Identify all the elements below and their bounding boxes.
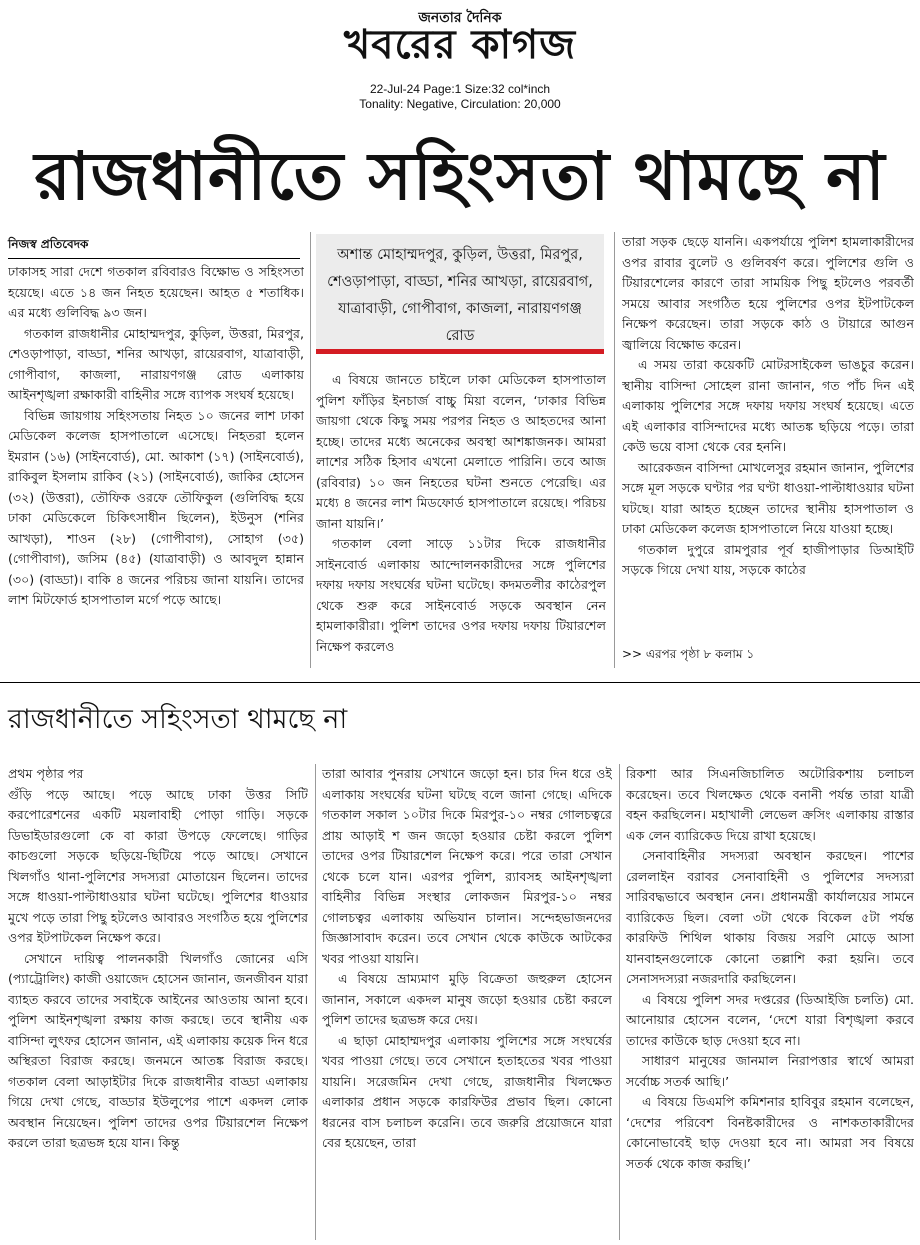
paragraph: রিকশা আর সিএনজিচালিত অটোরিকশায় চলাচল করেছেন। তবে খিলক্ষেত থেকে বনানী পর্যন্ত তারা যাত্রী বহন করছিলেন। মহাখালী লেভেল ক্রসিং এলাকায় রাস্তার এক লেন ব্যারিকেড দিয়ে রাখা হয়েছে। xyxy=(626,766,914,843)
paragraph: এ সময় তারা কয়েকটি মোটরসাইকেল ভাঙচুর করেন। স্থানীয় বাসিন্দা সোহেল রানা জানান, গত পাঁচ দিন এই এলাকায় পুলিশের সঙ্গে দফায় দফায় সংঘর্ষ হয়েছে। এতে এই এলাকার বাসিন্দাদের মধ্যে আতঙ্ক ছড়িয়ে পড়ে। তারা কেউ ভয়ে বাসা থেকে বের হননি। xyxy=(622,357,914,454)
clipping-meta-tonality: Tonality: Negative, Circulation: 20,000 xyxy=(359,97,561,111)
byline: নিজস্ব প্রতিবেদক xyxy=(8,237,89,251)
byline-rule xyxy=(8,258,300,259)
main-headline: রাজধানীতে সহিংসতা থামছে না xyxy=(34,138,886,215)
paragraph: এ বিষয়ে পুলিশ সদর দপ্তরের (ডিআইজি চলতি) মো. আনোয়ার হোসেন বলেন, ‘দেশে যারা বিশৃঙ্খলা করবে তাদের কাউকে ছাড় দেওয়া হবে না। xyxy=(626,991,914,1048)
paragraph: এ বিষয়ে ডিএমপি কমিশনার হাবিবুর রহমান বলেছেন, ‘দেশের পরিবেশ বিনষ্টকারীদের ও নাশকতাকারীদের কোনোভাবেই ছাড় দেওয়া হবে না। আমরা সব বিষয়ে সতর্ক থেকে কাজ করছি।’ xyxy=(626,1094,914,1171)
paragraph: এ ছাড়া মোহাম্মদপুর এলাকায় পুলিশের সঙ্গে সংঘর্ষের খবর পাওয়া গেছে। তবে সেখানে হতাহতের খবর পাওয়া যায়নি। সরেজমিন দেখা গেছে, রাজধানীর খিলক্ষেত এলাকার প্রধান সড়কে কারফিউর প্রভাব ছিল। কোনো ধরনের বাস চলাচল করেনি। তবে জরুরি প্রয়োজনে যারা বের হয়েছেন, তারা xyxy=(322,1032,612,1150)
continuation-column-3 xyxy=(626,764,914,1242)
article-column-3 xyxy=(622,232,914,642)
paragraph: এ বিষয়ে জানতে চাইলে ঢাকা মেডিকেল হাসপাতাল পুলিশ ফাঁড়ির ইনচার্জ বাচ্চু মিয়া বলেন, ‘ঢাকার বিভিন্ন জায়গা থেকে কিছু সময় পরপর নিহত ও আহতদের আনা হচ্ছে। তাদের মধ্যে অনেকের অবস্থা আশঙ্কাজনক। আমরা লাশের সঠিক হিসাব এখনো মেলাতে পারিনি। তবে আজ (রবিবার) ১০ জন নিহতের ঘটনা শুনতে পেরেছি। এর মধ্যে ৪ জনের লাশ মিডফোর্ড হাসপাতালে রয়েছে। পরিচয় জানা যায়নি।’ xyxy=(316,372,606,531)
paragraph: আরেকজন বাসিন্দা মোখলেসুর রহমান জানান, পুলিশের সঙ্গে মূল সড়কে ঘণ্টার পর ঘণ্টা ধাওয়া-পাল্টাধাওয়ার ঘটনা ঘটছে। যারা আহত হচ্ছেন তাদের স্থানীয় হাসপাতাল ও ঢাকা মেডিকেল কলেজ হাসপাতালে নিয়ে যাওয়া হচ্ছে। xyxy=(622,459,914,536)
paragraph: তারা সড়ক ছেড়ে যাননি। একপর্যায়ে পুলিশ হামলাকারীদের ওপর রাবার বুলেট ও গুলিবর্ষণ করে। পুলিশের গুলি ও টিয়ারশেলের কারণে তারা সাময়িক পিছু হটলেও পরবর্তী সময়ে আবার সংগঠিত হয়ে পুলিশের ওপর ইটপাটকেল নিক্ষেপ করেছেন। তারা সড়কে কাঠ ও টায়ারে আগুন জ্বালিয়ে বিক্ষোভ করেন। xyxy=(622,234,914,352)
continuation-column-2 xyxy=(322,764,612,1242)
article-column-1 xyxy=(8,262,304,662)
section-divider xyxy=(0,682,920,683)
paragraph: গতকাল রাজধানীর মোহাম্মদপুর, কুড়িল, উত্তরা, মিরপুর, শেওড়াপাড়া, বাড্ডা, শনির আখড়া, রায়েরবাগ, যাত্রাবাড়ী, গোপীবাগ, কাজলা, নারায়ণগঞ্জ রোড এলাকায় আইনশৃঙ্খলা রক্ষাকারী বাহিনীর সঙ্গে ব্যাপক সংঘর্ষ হয়েছে। xyxy=(8,325,304,402)
clipping-meta-date-size: 22-Jul-24 Page:1 Size:32 col*inch xyxy=(369,82,551,96)
paragraph: এ বিষয়ে ভ্রাম্যমাণ মুড়ি বিক্রেতা জহুরুল হোসেন জানান, সকালে একদল মানুষ জড়ো হওয়ার চেষ্টা করলে পুলিশ তাদের ছত্রভঙ্গ করে দেয়। xyxy=(322,971,612,1027)
paragraph: ঢাকাসহ সারা দেশে গতকাল রবিবারও বিক্ষোভ ও সহিংসতা হয়েছে। এতে ১৪ জন নিহত হয়েছেন। আহত ৫ শতাধিক। এর মধ্যে গুলিবিদ্ধ ৯৩ জন। xyxy=(8,264,304,320)
column-rule xyxy=(310,232,311,668)
column-rule xyxy=(315,764,316,1240)
continuation-headline: রাজধানীতে সহিংসতা থামছে না xyxy=(8,704,348,735)
paragraph: সাধারণ মানুষের জানমাল নিরাপত্তার স্বার্থে আমরা সর্বোচ্চ সতর্ক আছি।’ xyxy=(626,1053,914,1089)
masthead-tagline: জনতার দৈনিক xyxy=(418,10,502,26)
continued-from-label: প্রথম পৃষ্ঠার পর xyxy=(8,766,84,781)
paragraph: সেখানে দায়িত্ব পালনকারী খিলগাঁও জোনের এসি (প্যাট্রোলিং) কাজী ওয়াজেদ হোসেন জানান, জনজীবন যারা ব্যাহত করবে তাদের সবাইকে আইনের আওতায় আনা হবে। পুলিশ আইনশৃঙ্খলা রক্ষায় কাজ করছে। তবে স্থানীয় এক বাসিন্দা লুৎফর হোসেন জানান, এই এলাকায় কয়েক দিন ধরে অস্থিরতা বিরাজ করছে। জনমনে আতঙ্ক বিরাজ করছে। গতকাল বেলা আড়াইটার দিকে রাজধানীর বাড্ডা এলাকায় গিয়ে দেখা গেছে, বাড্ডার ইউলুপের পাশে একদল লোক অবস্থান নিয়েছেন। পুলিশ তাদের ওপর টিয়ারশেল নিক্ষেপ করলে তারা ছত্রভঙ্গ হয়ে যান। কিন্তু xyxy=(8,950,308,1150)
continuation-column-1 xyxy=(8,764,308,1242)
newspaper-name: খবরের কাগজ xyxy=(343,22,577,68)
paragraph: গতকাল দুপুরে রামপুরার পূর্ব হাজীপাড়ার ডিআইটি সড়কে গিয়ে দেখা যায়, সড়কে কাঠের xyxy=(622,541,914,577)
paragraph: গতকাল বেলা সাড়ে ১১টার দিকে রাজধানীর সাইনবোর্ড এলাকায় আন্দোলনকারীদের সঙ্গে পুলিশের দফায় দফায় সংঘর্ষের ঘটনা ঘটেছে। কদমতলীর কাঠেরপুল থেকে শুরু করে সাইনবোর্ড সড়কে অবস্থান নেন হামলাকারীরা। পুলিশ তাদের ওপর দফায় দফায় টিয়ারশেল নিক্ষেপ করলেও xyxy=(316,536,606,654)
column-rule xyxy=(614,232,615,668)
paragraph: তারা আবার পুনরায় সেখানে জড়ো হন। চার দিন ধরে ওই এলাকায় সংঘর্ষের ঘটনা ঘটছে বলে জানা গেছে। এদিকে গতকাল সকাল ১০টার দিকে মিরপুর-১০ নম্বর গোলচত্বরে প্রায় আড়াই শ জন জড়ো হওয়ার চেষ্টা করলে পুলিশ তাদের ওপর টিয়ারশেল নিক্ষেপ করে। পরে তারা সেখান থেকে চলে যান। এরপর পুলিশ, র‍্যাবসহ আইনশৃঙ্খলা বাহিনীর বিভিন্ন সংস্থার লোকজন মিরপুর-১০ নম্বর গোলচত্বর এলাকায় অভিযান চালান। সন্দেহভাজনদের জিজ্ঞাসাবাদ করেন। তবে সেখান থেকে কাউকে আটকের খবর পাওয়া যায়নি। xyxy=(322,766,612,966)
paragraph: সেনাবাহিনীর সদস্যরা অবস্থান করছেন। পাশের রেললাইন বরাবর সেনাবাহিনী ও পুলিশের সদস্যরা সারিবদ্ধভাবে অবস্থান নেন। প্রধানমন্ত্রী কার্যালয়ের সামনে ব্যারিকেড ছিল। বেলা ৩টা থেকে বিকেল ৫টা পর্যন্ত কারফিউ শিথিল থাকায় বিজয় সরণি মোড়ে আসা যানবাহনগুলোকে কোনো তল্লাশি করা হয়নি। তবে সেনাসদস্যরা নজরদারি করছিলেন। xyxy=(626,848,914,986)
paragraph: বিভিন্ন জায়গায় সহিংসতায় নিহত ১০ জনের লাশ ঢাকা মেডিকেল কলেজ হাসপাতালে এসেছে। নিহতরা হলেন ইমরান (১৬) (সাইনবোর্ড), মো. আকাশ (১৭) (সাইনবোর্ড), রাকিবুল ইসলাম রাকিব (২১) (সাইনবোর্ড), জাকির হোসেন (৩২) (উত্তরা), তৌফিক ওরফে তৌফিকুল (গুলিবিদ্ধ হয়ে ঢাকা মেডিকেলে চিকিৎসাধীন ছিলেন), ইউনুস (শনির আখড়া), শাওন (২৮) (গোপীবাগ), সোহাগ (৩৫) (গোপীবাগ), জসিম (৪৫) (যাত্রাবাড়ী) ও আবদুল হান্নান (৩০) (বাড্ডা)। বাকি ৪ জনের পরিচয় জানা যায়নি। তাদের লাশ মিটফোর্ড হাসপাতাল মর্গে পড়ে আছে। xyxy=(8,407,304,607)
continuation-jump: >> এরপর পৃষ্ঠা ৮ কলাম ১ xyxy=(622,647,755,661)
column-rule xyxy=(619,764,620,1240)
article-column-2 xyxy=(316,370,606,662)
paragraph: গুঁড়ি পড়ে আছে। পড়ে আছে ঢাকা উত্তর সিটি করপোরেশনের একটি ময়লাবাহী পোড়া গাড়ি। সড়কে ডিভাইডারগুলো কে বা কারা উপড়ে ফেলেছে। গাড়ির কাচগুলো সড়কে ছড়িয়ে-ছিটিয়ে পড়ে আছে। সেখানে খিলগাঁও থানা-পুলিশের সদস্যরা মোতায়েন ছিলেন। তাদের সঙ্গে ধাওয়া-পাল্টাধাওয়ার ঘটনা ঘটেছে। পুলিশের ধাওয়ার মুখে পড়ে তারা পিছু হটলেও আবারও সংগঠিত হয়ে পুলিশের ওপর ইটপাটকেল নিক্ষেপ করে। xyxy=(8,786,308,945)
highlight-callout: অশান্ত মোহাম্মদপুর, কুড়িল, উত্তরা, মিরপুর, শেওড়াপাড়া, বাড্ডা, শনির আখড়া, রায়েরবাগ, যাত্রাবাড়ী, গোপীবাগ, কাজলা, নারায়ণগঞ্জ রোড xyxy=(316,234,604,354)
